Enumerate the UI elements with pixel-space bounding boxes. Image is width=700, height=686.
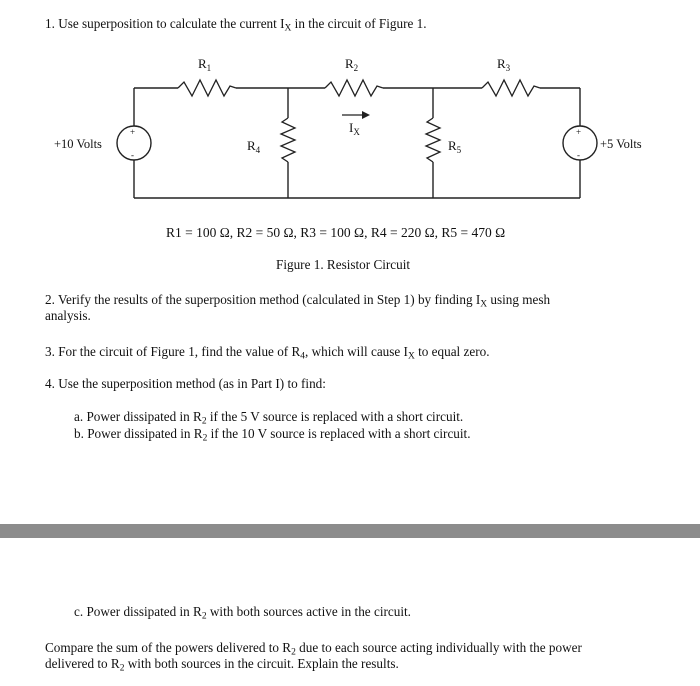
- resistor-r3: [482, 80, 540, 96]
- question-4: [45, 376, 326, 392]
- compare-text: Compare the sum of the powers delivered to R: [45, 640, 292, 655]
- subscript: 2: [201, 611, 207, 622]
- source-minus-left: -: [131, 150, 134, 160]
- question-text-tail: in the circuit of Figure 1.: [291, 16, 427, 31]
- question-4a: [74, 409, 463, 426]
- question-2-line2: analysis.: [45, 308, 91, 323]
- compare-line-1: [45, 640, 582, 657]
- source-minus-right: -: [577, 150, 580, 160]
- compare-text-tail: due to each source acting individually with the power: [295, 640, 582, 655]
- subscript: 2: [201, 416, 207, 427]
- source-plus-left: +: [130, 127, 136, 137]
- question-text: Verify the results of the superposition method (calculated in Step 1) by finding I: [57, 292, 481, 307]
- label-right-source: +5 Volts: [600, 137, 642, 151]
- resistor-r4: [281, 118, 295, 162]
- question-3: [45, 344, 490, 361]
- subscript: X: [407, 351, 415, 362]
- question-text-tail: using mesh: [487, 292, 551, 307]
- source-plus-right: +: [576, 127, 582, 137]
- question-number: 2.: [45, 292, 55, 307]
- subscript: 2: [119, 663, 125, 674]
- question-2: [45, 292, 550, 309]
- question-text: Use superposition to calculate the current I: [58, 16, 285, 31]
- subscript: 2: [202, 433, 208, 444]
- subscript: X: [480, 299, 488, 310]
- compare-line-2: [45, 656, 399, 673]
- question-text: For the circuit of Figure 1, find the value of R: [58, 344, 301, 359]
- resistor-r5: [426, 118, 440, 162]
- label-ix: $I_X$: [349, 120, 360, 137]
- current-arrow-icon: [362, 111, 370, 119]
- question-4c: [74, 604, 411, 621]
- question-text: Use the superposition method (as in Part I) to find:: [58, 376, 326, 391]
- question-number: 1.: [45, 16, 55, 31]
- question-number: 3.: [45, 344, 55, 359]
- item-label: a.: [74, 409, 84, 424]
- item-label: c.: [74, 604, 84, 619]
- question-4b: [74, 426, 471, 443]
- question-number: 4.: [45, 376, 55, 391]
- page-divider-bar: [0, 524, 700, 538]
- item-text: Power dissipated in R: [86, 604, 202, 619]
- compare-text-tail: with both sources in the circuit. Explain the results.: [124, 656, 399, 671]
- label-r4: $R_4$: [247, 138, 261, 155]
- label-r5: $R_5$: [448, 138, 462, 155]
- figure-caption: Figure 1. Resistor Circuit: [276, 257, 411, 272]
- resistor-r2: [325, 80, 383, 96]
- circuit-diagram: [0, 0, 700, 230]
- compare-text: delivered to R: [45, 656, 120, 671]
- label-r3: $R_3$: [497, 56, 511, 73]
- item-text-tail: with both sources active in the circuit.: [206, 604, 411, 619]
- resistor-r1: [178, 80, 236, 96]
- item-label: b.: [74, 426, 84, 441]
- subscript: X: [284, 23, 292, 34]
- resistor-values: R1 = 100 Ω, R2 = 50 Ω, R3 = 100 Ω, R4 = 220 Ω, R5 = 470 Ω: [166, 225, 506, 240]
- question-text-tail: to equal zero.: [414, 344, 490, 359]
- item-text: Power dissipated in R: [87, 426, 203, 441]
- item-text: Power dissipated in R: [86, 409, 202, 424]
- item-text-tail: if the 5 V source is replaced with a short circuit.: [206, 409, 464, 424]
- label-r1: $R_1$: [198, 56, 212, 73]
- label-left-source: +10 Volts: [54, 137, 102, 151]
- question-text-mid: , which will cause I: [305, 344, 408, 359]
- subscript: 2: [291, 647, 296, 658]
- subscript: 4: [300, 351, 306, 362]
- label-r2: $R_2$: [345, 56, 359, 73]
- item-text-tail: if the 10 V source is replaced with a short circuit.: [207, 426, 471, 441]
